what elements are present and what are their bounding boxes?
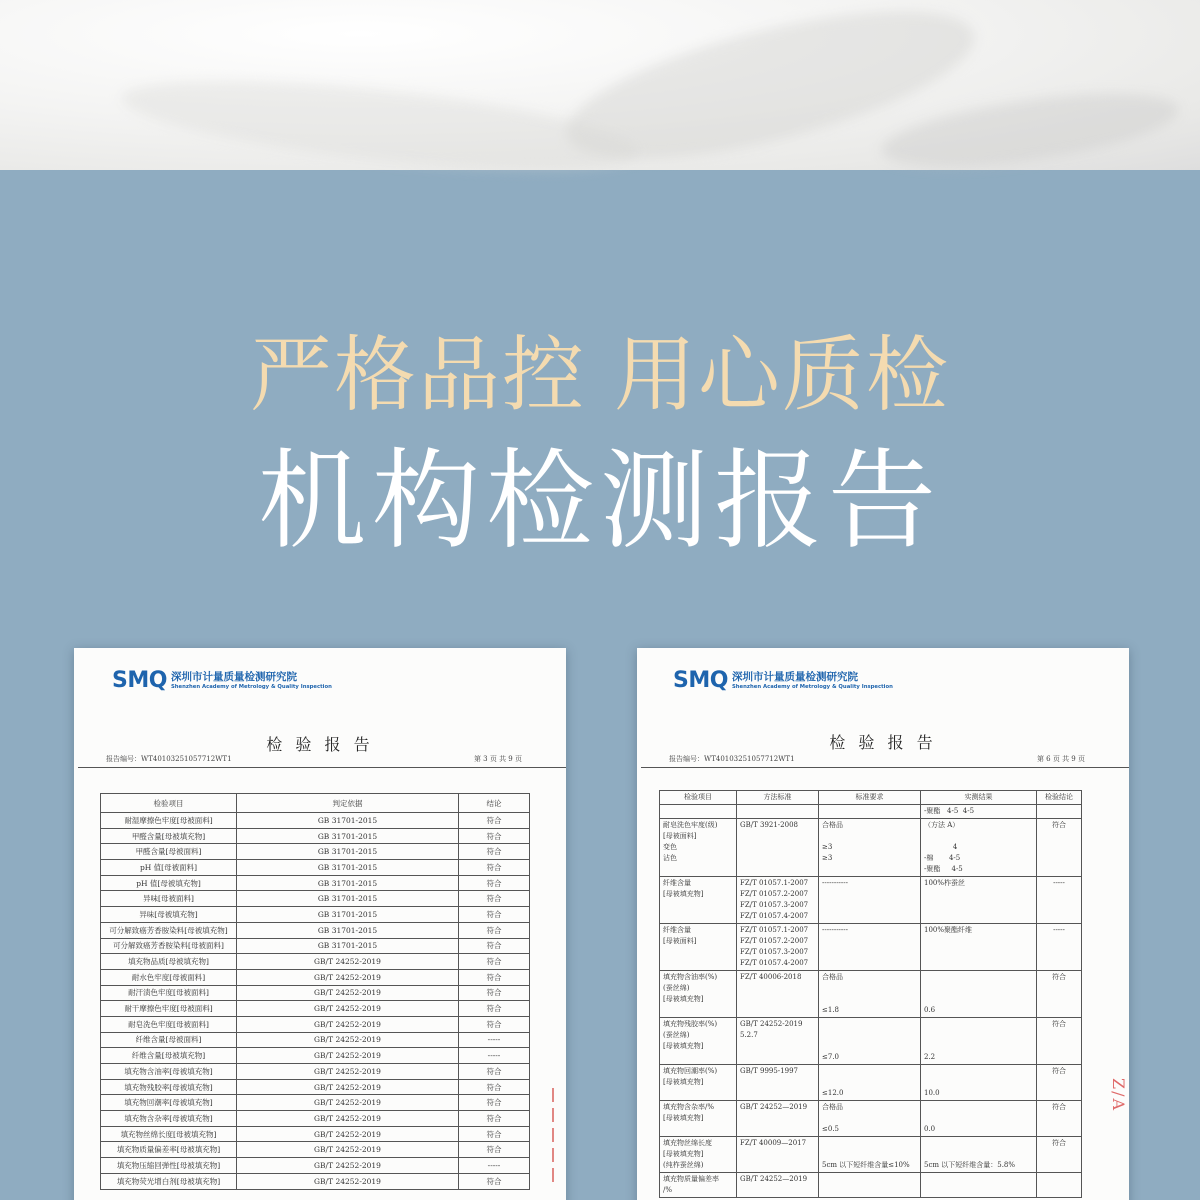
report-number: 报告编号：WT40103251057712WT1 [669, 755, 795, 763]
table-cell [1037, 805, 1082, 819]
table-cell: GB/T 24252-2019 [237, 1158, 459, 1174]
table-row [101, 1001, 530, 1017]
org-logo [112, 668, 332, 693]
table-cell: 符合 [459, 1064, 530, 1080]
table-row [101, 1126, 530, 1142]
table-cell: GB 31701-2015 [237, 828, 459, 844]
seal-stamp: Z/A [1109, 1078, 1128, 1113]
table-cell: 符合 [1037, 971, 1082, 1018]
table-row [660, 1065, 1082, 1101]
table-cell: GB 31701-2015 [237, 907, 459, 923]
table-cell: 2.2 [921, 1018, 1037, 1065]
table-cell: 合格品 ≤1.8 [819, 971, 921, 1018]
table-cell: GB 31701-2015 [237, 813, 459, 829]
table-cell: GB 31701-2015 [237, 875, 459, 891]
table-cell: GB/T 24252-2019 [237, 1001, 459, 1017]
table-cell: （方法 A） 4 -棉 4-5 -聚酯 4-5 [921, 819, 1037, 877]
table-row [101, 985, 530, 1001]
table-cell: 符合 [459, 1173, 530, 1189]
table-cell: 符合 [1037, 1101, 1082, 1137]
table-row [101, 922, 530, 938]
table-cell: ----- [1037, 877, 1082, 924]
table-cell: GB/T 24252-2019 [237, 1095, 459, 1111]
table-cell: pH 值[母被填充物] [101, 875, 237, 891]
headline-slogan: 严格品控 用心质检 [249, 328, 951, 423]
table-row [101, 938, 530, 954]
table-cell: 合格品 ≥3 ≥3 [819, 819, 921, 877]
table-cell: GB/T 24252-2019 [237, 1016, 459, 1032]
inspection-table [659, 790, 1082, 1198]
table-cell: 符合 [459, 844, 530, 860]
table-row [660, 877, 1082, 924]
table-cell: 符合 [459, 1016, 530, 1032]
table-cell: 耐汗渍色牢度[母被面料] [101, 985, 237, 1001]
table-cell: FZ/T 01057.1-2007 FZ/T 01057.2-2007 FZ/T 01057.3-2007 FZ/T 01057.4-2007 [737, 877, 819, 924]
table-cell: 符合 [459, 1111, 530, 1127]
table-row [101, 1173, 530, 1189]
inspection-table [100, 793, 530, 1190]
table-cell: 异味[母被面料] [101, 891, 237, 907]
table-cell: pH 值[母被面料] [101, 860, 237, 876]
table-row [101, 1142, 530, 1158]
table-cell: 0.6 [921, 971, 1037, 1018]
table-cell: 符合 [459, 1126, 530, 1142]
table-row [101, 969, 530, 985]
fabric-fold [118, 63, 642, 187]
org-name-en: Shenzhen Academy of Metrology & Quality Inspection [731, 683, 893, 690]
report-page-right [637, 648, 1129, 1200]
table-cell: GB/T 24252-2019 [237, 1142, 459, 1158]
table-cell: 符合 [1037, 1137, 1082, 1173]
table-cell: 耐水色牢度[母被面料] [101, 969, 237, 985]
table-cell: GB/T 24252-2019 [237, 969, 459, 985]
seal-stamp [552, 1088, 564, 1200]
table-cell: 可分解致癌芳香胺染料[母被填充物] [101, 922, 237, 938]
table-cell: ----- [459, 1032, 530, 1048]
fabric-fold [877, 79, 1182, 180]
table-cell: GB/T 24252-2019 [237, 1079, 459, 1095]
table-row [101, 1032, 530, 1048]
table-cell [1037, 1173, 1082, 1198]
table-cell: ----- [459, 1158, 530, 1174]
table-row [101, 813, 530, 829]
table-cell: GB/T 9995-1997 [737, 1065, 819, 1101]
table-cell: GB/T 24252-2019 [237, 1048, 459, 1064]
table-cell: GB/T 24252-2019 [237, 1126, 459, 1142]
table-cell: FZ/T 01057.1-2007 FZ/T 01057.2-2007 FZ/T 01057.3-2007 FZ/T 01057.4-2007 [737, 924, 819, 971]
table-cell: FZ/T 40009—2017 [737, 1137, 819, 1173]
table-cell: ≤7.0 [819, 1018, 921, 1065]
table-cell: 填充物残胶率(%) (蚕丝绵) [母被填充物] [660, 1018, 737, 1065]
table-cell: 符合 [459, 907, 530, 923]
column-header: 检验项目 [101, 794, 237, 813]
logo-mark: SMQ [112, 668, 167, 693]
table-cell: GB/T 24252-2019 [237, 1111, 459, 1127]
table-cell: 符合 [459, 922, 530, 938]
table-cell: 符合 [459, 1095, 530, 1111]
fabric-background [0, 0, 1200, 170]
table-cell: GB/T 24252-2019 [237, 954, 459, 970]
column-header: 判定依据 [237, 794, 459, 813]
table-cell: 填充物品质[母被填充物] [101, 954, 237, 970]
table-cell: GB 31701-2015 [237, 844, 459, 860]
table-row [101, 1064, 530, 1080]
table-row [660, 1137, 1082, 1173]
table-row [101, 891, 530, 907]
column-header: 结论 [459, 794, 530, 813]
table-cell: 符合 [459, 813, 530, 829]
table-cell: 填充物含杂率/% [母被填充物] [660, 1101, 737, 1137]
report-meta [106, 754, 522, 764]
table-cell [819, 805, 921, 819]
table-cell: GB 31701-2015 [237, 922, 459, 938]
table-cell: ----- [1037, 924, 1082, 971]
divider [78, 767, 566, 768]
org-name-cn: 深圳市计量质量检测研究院 [170, 670, 297, 683]
table-row [101, 1048, 530, 1064]
table-cell: FZ/T 40006-2018 [737, 971, 819, 1018]
table-cell: 100%柞蚕丝 [921, 877, 1037, 924]
table-row [660, 924, 1082, 971]
table-cell: 符合 [459, 954, 530, 970]
table-cell: 纤维含量[母被面料] [101, 1032, 237, 1048]
column-header: 方法标准 [737, 791, 819, 805]
divider [641, 767, 1129, 768]
table-row [101, 954, 530, 970]
table-row [101, 1111, 530, 1127]
table-row [101, 1079, 530, 1095]
table-row [660, 1101, 1082, 1137]
table-cell: 符合 [1037, 1018, 1082, 1065]
table-row [101, 907, 530, 923]
table-cell [819, 1173, 921, 1198]
table-row [660, 1018, 1082, 1065]
table-row [101, 875, 530, 891]
table-cell: 填充物回潮率(%) [母被填充物] [660, 1065, 737, 1101]
table-cell: ≤12.0 [819, 1065, 921, 1101]
table-cell: 纤维含量[母被填充物] [101, 1048, 237, 1064]
report-page-left [74, 648, 566, 1200]
table-cell: 填充物回潮率[母被填充物] [101, 1095, 237, 1111]
table-cell: 耐皂洗色牢度[母被面料] [101, 1016, 237, 1032]
table-cell: 10.0 [921, 1065, 1037, 1101]
table-cell: 符合 [1037, 1065, 1082, 1101]
table-cell: GB 31701-2015 [237, 938, 459, 954]
column-header: 实测结果 [921, 791, 1037, 805]
table-cell: 填充物荧光增白剂[母被填充物] [101, 1173, 237, 1189]
column-header: 检验结论 [1037, 791, 1082, 805]
table-cell: 填充物残胶率[母被填充物] [101, 1079, 237, 1095]
table-cell: GB/T 24252—2019 [737, 1101, 819, 1137]
logo-mark: SMQ [673, 668, 728, 693]
table-cell: 耐皂洗色牢度(级) [母被面料] 变色 沾色 [660, 819, 737, 877]
headline-title: 机构检测报告 [257, 439, 942, 564]
table-cell: 耐湿摩擦色牢度[母被面料] [101, 813, 237, 829]
table-cell: 5cm 以下短纤维含量≤10% [819, 1137, 921, 1173]
table-cell: 甲醛含量[母被面料] [101, 844, 237, 860]
table-cell: 符合 [459, 1142, 530, 1158]
table-cell: GB/T 24252-2019 [237, 1064, 459, 1080]
table-cell: 符合 [1037, 819, 1082, 877]
report-title: 检 验 报 告 [829, 733, 937, 752]
table-cell: ----------- [819, 924, 921, 971]
table-cell: 符合 [459, 828, 530, 844]
table-cell [660, 805, 737, 819]
table-cell: 纤维含量 [母被填充物] [660, 877, 737, 924]
table-cell: GB/T 24252—2019 [737, 1173, 819, 1198]
table-cell: 符合 [459, 891, 530, 907]
table-cell: -聚酯 4-5 4-5 [921, 805, 1037, 819]
table-row [101, 844, 530, 860]
table-cell: 符合 [459, 938, 530, 954]
page-number: 第 6 页 共 9 页 [1036, 755, 1085, 763]
table-cell: GB 31701-2015 [237, 891, 459, 907]
table-cell: GB 31701-2015 [237, 860, 459, 876]
column-header: 检验项目 [660, 791, 737, 805]
table-cell: 填充物质量偏差率 /% [660, 1173, 737, 1198]
table-cell: 甲醛含量[母被填充物] [101, 828, 237, 844]
report-number: 报告编号：WT40103251057712WT1 [106, 755, 232, 763]
table-cell: 5cm 以下短纤维含量：5.8% [921, 1137, 1037, 1173]
report-title: 检 验 报 告 [266, 735, 374, 754]
table-cell: 填充物丝绵长度 [母被填充物] (纯柞蚕丝绵) [660, 1137, 737, 1173]
table-cell: 0.0 [921, 1101, 1037, 1137]
table-cell: 填充物含杂率[母被填充物] [101, 1111, 237, 1127]
table-row [660, 1173, 1082, 1198]
table-cell: ----------- [819, 877, 921, 924]
table-row [660, 971, 1082, 1018]
table-cell: 符合 [459, 985, 530, 1001]
table-row [101, 860, 530, 876]
table-cell: 填充物压缩回弹性[母被填充物] [101, 1158, 237, 1174]
table-row [660, 805, 1082, 819]
table-cell: 符合 [459, 1079, 530, 1095]
table-cell: 异味[母被填充物] [101, 907, 237, 923]
table-cell: 符合 [459, 860, 530, 876]
table-cell: 填充物含油率[母被填充物] [101, 1064, 237, 1080]
table-cell: 可分解致癌芳香胺染料[母被面料] [101, 938, 237, 954]
org-logo [673, 668, 893, 693]
page-number: 第 3 页 共 9 页 [473, 755, 522, 763]
table-cell: GB/T 24252-2019 [237, 1173, 459, 1189]
table-cell: 合格品 ≤0.5 [819, 1101, 921, 1137]
table-cell: 填充物质量偏差率[母被填充物] [101, 1142, 237, 1158]
org-name-en: Shenzhen Academy of Metrology & Quality Inspection [170, 683, 332, 690]
table-cell: ----- [459, 1048, 530, 1064]
table-cell: 符合 [459, 1001, 530, 1017]
table-row [101, 1095, 530, 1111]
table-cell: GB/T 3921-2008 [737, 819, 819, 877]
table-row [101, 1016, 530, 1032]
table-row [660, 819, 1082, 877]
table-row [101, 828, 530, 844]
table-cell: 纤维含量 [母被面料] [660, 924, 737, 971]
table-cell: 符合 [459, 969, 530, 985]
table-cell: 填充物丝绵长度[母被填充物] [101, 1126, 237, 1142]
table-cell [921, 1173, 1037, 1198]
table-cell: GB/T 24252-2019 [237, 985, 459, 1001]
table-cell: GB/T 24252-2019 5.2.7 [737, 1018, 819, 1065]
report-meta [669, 754, 1085, 764]
table-cell [737, 805, 819, 819]
table-cell: 填充物含油率(%) (蚕丝绵) [母被填充物] [660, 971, 737, 1018]
table-cell: 100%聚酯纤维 [921, 924, 1037, 971]
table-cell: 符合 [459, 875, 530, 891]
org-name-cn: 深圳市计量质量检测研究院 [731, 670, 858, 683]
table-row [101, 1158, 530, 1174]
column-header: 标准要求 [819, 791, 921, 805]
table-cell: GB/T 24252-2019 [237, 1032, 459, 1048]
table-cell: 耐干摩擦色牢度[母被面料] [101, 1001, 237, 1017]
